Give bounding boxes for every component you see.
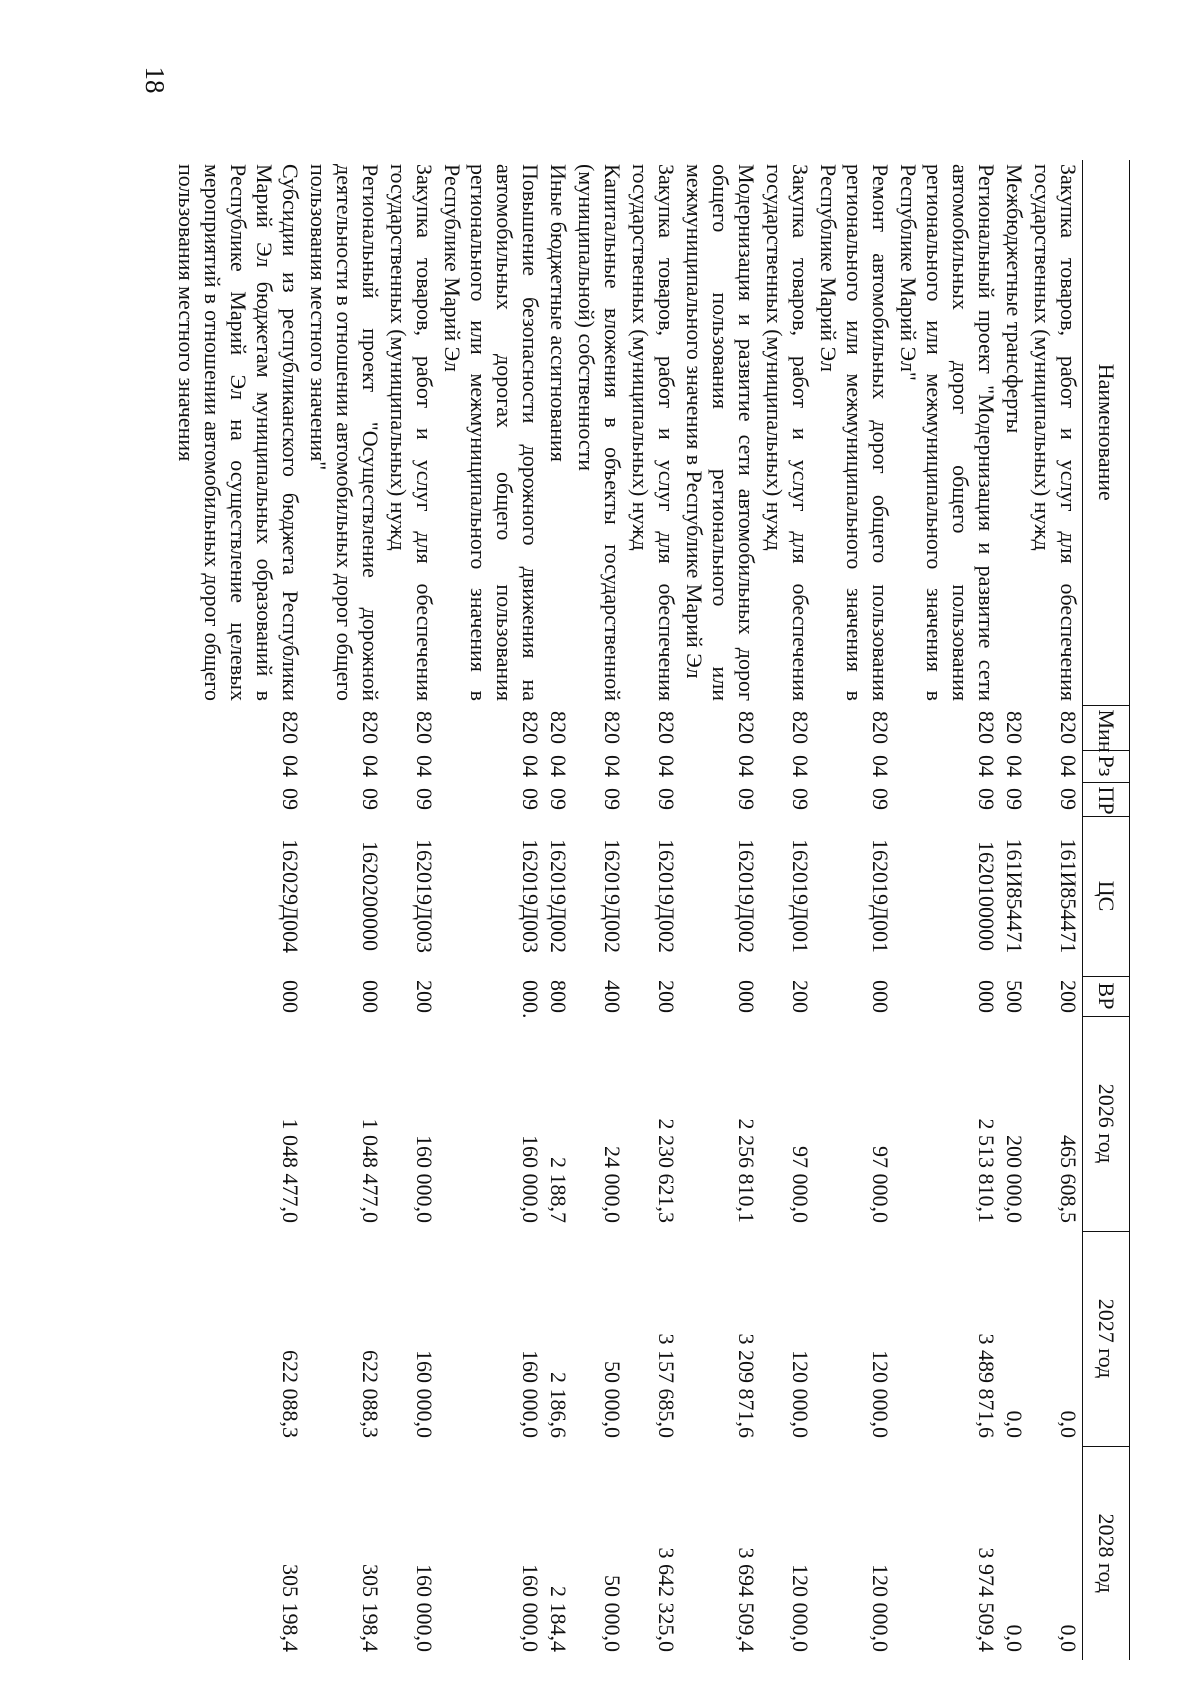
cell-cs: 162019Д001 bbox=[868, 838, 893, 953]
cell-y2027: 0,0 bbox=[1002, 1410, 1027, 1438]
cell-y2028: 0,0 bbox=[1056, 1624, 1081, 1652]
cell-rz: 04 bbox=[734, 755, 759, 777]
cell-vr: 000 bbox=[278, 980, 303, 1013]
cell-y2027: 3 209 871,6 bbox=[734, 1333, 759, 1438]
cell-y2027: 120 000,0 bbox=[868, 1350, 893, 1438]
cell-y2028: 3 974 509,4 bbox=[974, 1547, 999, 1652]
cell-rz: 04 bbox=[868, 755, 893, 777]
cell-min: 820 bbox=[412, 711, 437, 744]
cell-cs: 161И854471 bbox=[1056, 838, 1081, 954]
cell-min: 820 bbox=[974, 711, 999, 744]
cell-y2026: 97 000,0 bbox=[788, 1146, 813, 1223]
cell-vr: 200 bbox=[1056, 980, 1081, 1013]
cell-y2028: 3 694 509,4 bbox=[734, 1547, 759, 1652]
cell-vr: 000 bbox=[868, 980, 893, 1013]
cell-vr: 200 bbox=[788, 980, 813, 1013]
cell-pr: 09 bbox=[734, 788, 759, 810]
cell-pr: 09 bbox=[518, 788, 543, 810]
cell-vr: 500 bbox=[1002, 980, 1027, 1013]
cell-rz: 04 bbox=[546, 755, 571, 777]
cell-name: Иные бюджетные ассигнования bbox=[546, 164, 571, 462]
cell-name: Ремонт автомобильных дорог общего пользования регионального или межмуниципального значения в Республике Марий Эл bbox=[816, 164, 893, 701]
cell-name: Закупка товаров, работ и услуг для обеспечения государственных (муниципальных) нужд bbox=[628, 164, 679, 701]
cell-rz: 04 bbox=[974, 755, 999, 777]
cell-min: 820 bbox=[546, 711, 571, 744]
cell-y2027: 2 186,6 bbox=[546, 1372, 571, 1438]
cell-min: 820 bbox=[868, 711, 893, 744]
cell-name: Закупка товаров, работ и услуг для обеспечения государственных (муниципальных) нужд bbox=[762, 164, 813, 701]
cell-name: Региональный проект "Модернизация и развитие сети автомобильных дорог общего пользования регионального или межмуниципального значения в Республике Марий Эл" bbox=[896, 164, 999, 701]
cell-y2027: 622 088,3 bbox=[358, 1350, 383, 1438]
table-row bbox=[438, 160, 544, 1660]
cell-pr: 09 bbox=[788, 788, 813, 810]
cell-vr: 200 bbox=[412, 980, 437, 1013]
cell-name: Закупка товаров, работ и услуг для обеспечения государственных (муниципальных) нужд bbox=[1030, 164, 1081, 701]
cell-vr: 200 bbox=[654, 980, 679, 1013]
table-row bbox=[814, 160, 894, 1660]
cell-y2026: 160 000,0 bbox=[518, 1135, 543, 1223]
cell-pr: 09 bbox=[868, 788, 893, 810]
header-2028: 2028 год bbox=[1083, 1446, 1130, 1660]
cell-cs: 162019Д002 bbox=[600, 838, 625, 953]
cell-min: 820 bbox=[1056, 711, 1081, 744]
cell-y2028: 120 000,0 bbox=[788, 1564, 813, 1652]
cell-vr: 000 bbox=[734, 980, 759, 1013]
cell-y2026: 1 048 477,0 bbox=[278, 1118, 303, 1223]
cell-name: Субсидии из республиканского бюджета Республики Марий Эл бюджетам муниципальных образований в Республике Марий Эл на осуществление целевых мероприятий в отношении автомобильных дорог общего пользования местного значения bbox=[174, 164, 303, 701]
cell-name: Повышение безопасности дорожного движения на автомобильных дорогах общего пользования регионального или межмуниципального значения в Республике Марий Эл bbox=[440, 164, 543, 701]
cell-vr: 800 bbox=[546, 980, 571, 1013]
table-row bbox=[304, 160, 384, 1660]
table-body bbox=[172, 160, 1083, 1660]
cell-y2028: 50 000,0 bbox=[600, 1575, 625, 1652]
cell-y2027: 3 489 871,6 bbox=[974, 1333, 999, 1438]
cell-rz: 04 bbox=[412, 755, 437, 777]
cell-y2027: 160 000,0 bbox=[412, 1350, 437, 1438]
header-pr: ПР bbox=[1083, 782, 1130, 816]
budget-table-sheet bbox=[174, 160, 1130, 1660]
cell-min: 820 bbox=[788, 711, 813, 744]
cell-cs: 1620100000 bbox=[974, 841, 999, 951]
page-number: 18 bbox=[140, 66, 171, 94]
table-row bbox=[1028, 160, 1083, 1660]
header-vr: ВР bbox=[1083, 976, 1130, 1016]
cell-min: 820 bbox=[1002, 711, 1027, 744]
cell-rz: 04 bbox=[1056, 755, 1081, 777]
cell-rz: 04 bbox=[600, 755, 625, 777]
cell-pr: 09 bbox=[278, 788, 303, 810]
cell-y2028: 160 000,0 bbox=[518, 1564, 543, 1652]
cell-rz: 04 bbox=[654, 755, 679, 777]
cell-cs: 1620200000 bbox=[358, 841, 383, 951]
cell-pr: 09 bbox=[654, 788, 679, 810]
table-row bbox=[572, 160, 626, 1660]
cell-pr: 09 bbox=[600, 788, 625, 810]
cell-cs: 162029Д004 bbox=[278, 838, 303, 953]
table-row bbox=[1000, 160, 1028, 1660]
table-header-row bbox=[1083, 160, 1130, 1660]
header-2026: 2026 год bbox=[1083, 1016, 1130, 1231]
header-cs: ЦС bbox=[1083, 816, 1130, 976]
cell-cs: 162019Д002 bbox=[734, 838, 759, 953]
cell-name: Межбюджетные трансферты bbox=[1002, 164, 1027, 434]
cell-y2026: 2 188,7 bbox=[546, 1157, 571, 1223]
cell-y2028: 160 000,0 bbox=[412, 1564, 437, 1652]
cell-cs: 162019Д002 bbox=[546, 838, 571, 953]
cell-y2027: 3 157 685,0 bbox=[654, 1333, 679, 1438]
header-2027: 2027 год bbox=[1083, 1231, 1130, 1446]
table-row bbox=[894, 160, 1000, 1660]
cell-name: Закупка товаров, работ и услуг для обеспечения государственных (муниципальных) нужд bbox=[386, 164, 437, 701]
cell-y2027: 622 088,3 bbox=[278, 1350, 303, 1438]
header-min: Мин bbox=[1083, 705, 1130, 750]
cell-min: 820 bbox=[654, 711, 679, 744]
cell-y2028: 305 198,4 bbox=[278, 1564, 303, 1652]
cell-cs: 162019Д003 bbox=[412, 838, 437, 953]
cell-y2026: 24 000,0 bbox=[600, 1146, 625, 1223]
cell-vr: 000. bbox=[518, 980, 543, 1019]
cell-vr: 000 bbox=[974, 980, 999, 1013]
cell-min: 820 bbox=[600, 711, 625, 744]
cell-y2026: 160 000,0 bbox=[412, 1135, 437, 1223]
cell-y2028: 3 642 325,0 bbox=[654, 1547, 679, 1652]
cell-rz: 04 bbox=[788, 755, 813, 777]
cell-y2028: 120 000,0 bbox=[868, 1564, 893, 1652]
cell-y2027: 160 000,0 bbox=[518, 1350, 543, 1438]
cell-y2026: 2 256 810,1 bbox=[734, 1118, 759, 1223]
table-row bbox=[544, 160, 572, 1660]
cell-pr: 09 bbox=[1056, 788, 1081, 810]
cell-cs: 162019Д002 bbox=[654, 838, 679, 953]
cell-y2027: 0,0 bbox=[1056, 1410, 1081, 1438]
cell-vr: 000 bbox=[358, 980, 383, 1013]
cell-y2028: 305 198,4 bbox=[358, 1564, 383, 1652]
cell-y2026: 1 048 477,0 bbox=[358, 1118, 383, 1223]
table-row bbox=[760, 160, 814, 1660]
cell-y2026: 2 230 621,3 bbox=[654, 1118, 679, 1223]
cell-min: 820 bbox=[518, 711, 543, 744]
cell-pr: 09 bbox=[546, 788, 571, 810]
cell-name: Региональный проект "Осуществление дорожной деятельности в отношении автомобильных дорог общего пользования местного значения" bbox=[306, 164, 383, 701]
table-row bbox=[626, 160, 680, 1660]
budget-table bbox=[172, 160, 1130, 1660]
cell-y2027: 120 000,0 bbox=[788, 1350, 813, 1438]
cell-name: Модернизация и развитие сети автомобильных дорог общего пользования регионального или межмуниципального значения в Республике Марий Эл bbox=[682, 164, 759, 701]
cell-pr: 09 bbox=[974, 788, 999, 810]
cell-y2026: 97 000,0 bbox=[868, 1146, 893, 1223]
header-rz: Рз bbox=[1083, 750, 1130, 782]
cell-y2026: 465 608,5 bbox=[1056, 1135, 1081, 1223]
cell-min: 820 bbox=[358, 711, 383, 744]
cell-min: 820 bbox=[734, 711, 759, 744]
cell-pr: 09 bbox=[358, 788, 383, 810]
cell-cs: 162019Д003 bbox=[518, 838, 543, 953]
cell-rz: 04 bbox=[518, 755, 543, 777]
cell-vr: 400 bbox=[600, 980, 625, 1013]
cell-y2027: 50 000,0 bbox=[600, 1361, 625, 1438]
cell-y2026: 200 000,0 bbox=[1002, 1135, 1027, 1223]
cell-min: 820 bbox=[278, 711, 303, 744]
cell-rz: 04 bbox=[358, 755, 383, 777]
table-row bbox=[172, 160, 304, 1660]
cell-cs: 162019Д001 bbox=[788, 838, 813, 953]
cell-y2026: 2 513 810,1 bbox=[974, 1118, 999, 1223]
table-row bbox=[384, 160, 438, 1660]
cell-rz: 04 bbox=[1002, 755, 1027, 777]
table-row bbox=[680, 160, 760, 1660]
cell-pr: 09 bbox=[1002, 788, 1027, 810]
cell-name: Капитальные вложения в объекты государственной (муниципальной) собственности bbox=[574, 164, 625, 701]
cell-rz: 04 bbox=[278, 755, 303, 777]
cell-cs: 161И854471 bbox=[1002, 838, 1027, 954]
header-name: Наименование bbox=[1083, 160, 1130, 705]
cell-y2028: 0,0 bbox=[1002, 1624, 1027, 1652]
cell-y2028: 2 184,4 bbox=[546, 1586, 571, 1652]
cell-pr: 09 bbox=[412, 788, 437, 810]
